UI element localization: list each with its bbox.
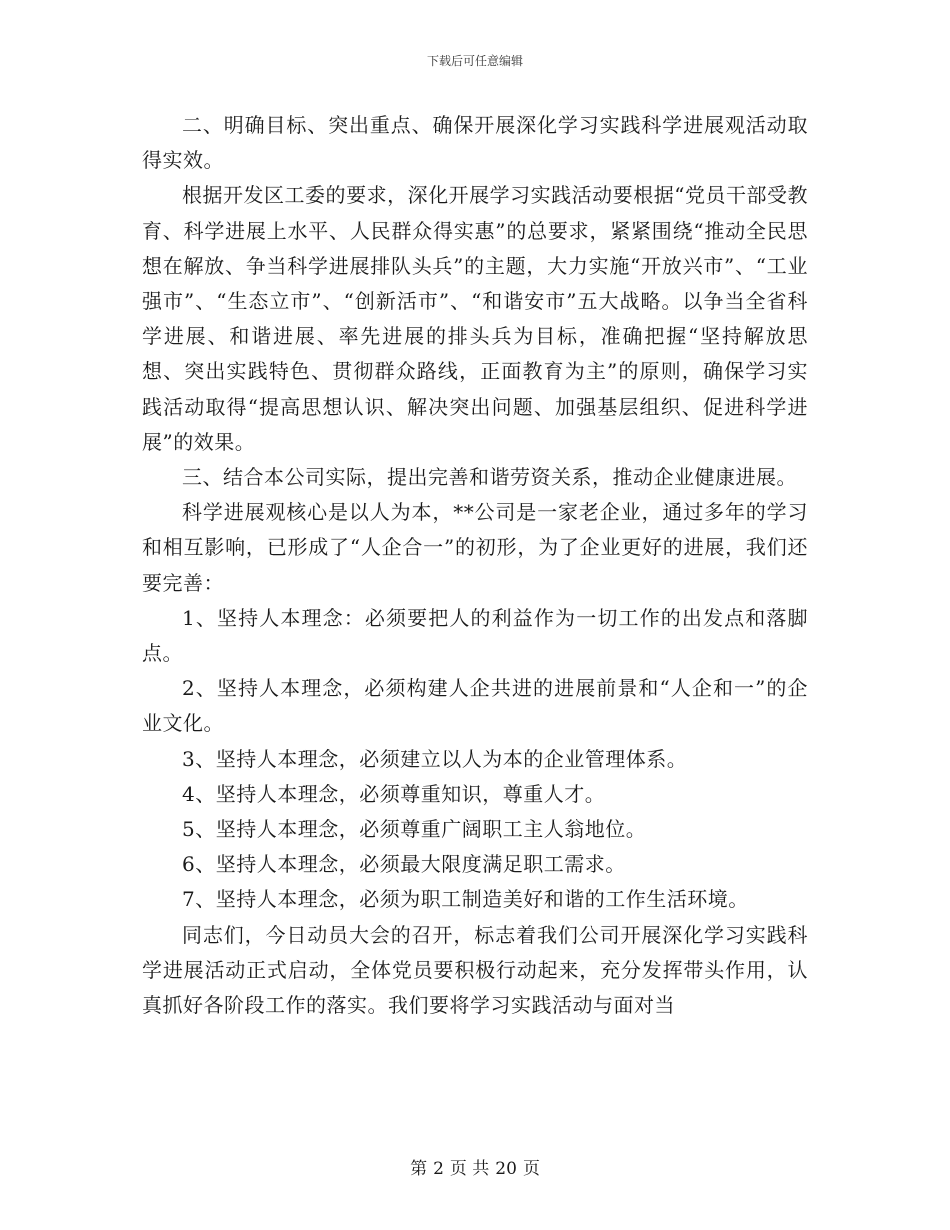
paragraph-section-2-heading: 二、明确目标、突出重点、确保开展深化学习实践科学进展观活动取得实效。 (142, 113, 808, 173)
list-item-1: 1、坚持人本理念：必须要把人的利益作为一切工作的出发点和落脚点。 (142, 605, 808, 666)
footer-page-number: 2 (433, 1159, 444, 1179)
page-header-note: 下载后可任意编辑 (426, 54, 523, 68)
page-footer (0, 1154, 950, 1179)
footer-total-pages: 20 (495, 1159, 517, 1179)
footer-suffix: 页 (522, 1159, 540, 1179)
paragraph-closing: 同志们，今日动员大会的召开，标志着我们公司开展深化学习实践科学进展活动正式启动，全体党员要积极行动起来，充分发挥带头作用，认真抓好各阶段工作的落实。我们要将学习实践活动与面对当 (142, 922, 808, 1018)
list-item-4: 4、坚持人本理念，必须尊重知识，尊重人才。 (182, 781, 606, 806)
list-item-3: 3、坚持人本理念，必须建立以人为本的企业管理体系。 (182, 746, 688, 771)
paragraph-requirements: 根据开发区工委的要求，深化开展学习实践活动要根据“党员干部受教育、科学进展上水平、人民群众得实惠”的总要求，紧紧围绕“推动全民思想在解放、争当科学进展排队头兵”的主题，大力实施“开放兴市”、“工业强市”、“生态立市”、“创新活市”、“和谐安市”五大战略。以争当全省科学进展、和谐进展、率先进展的排头兵为目标，准确把握“坚持解放思想、突出实践特色、贯彻群众路线，正面教育为主”的原则，确保学习实践活动取得“提高思想认识、解决突出问题、加强基层组织、促进科学进展”的效果。 (142, 183, 808, 454)
paragraph-section-3-heading: 三、结合本公司实际，提出完善和谐劳资关系，推动企业健康进展。 (182, 465, 797, 490)
list-item-2: 2、坚持人本理念，必须构建人企共进的进展前景和“人企和一”的企业文化。 (142, 676, 808, 736)
paragraph-core-concept: 科学进展观核心是以人为本，**公司是一家老企业，通过多年的学习和相互影响，已形成了“人企合一”的初形，为了企业更好的进展，我们还要完善： (142, 500, 808, 595)
document-body (142, 108, 808, 1023)
list-item-7: 7、坚持人本理念，必须为职工制造美好和谐的工作生活环境。 (182, 887, 749, 912)
list-item-6: 6、坚持人本理念，必须最大限度满足职工需求。 (182, 852, 626, 877)
footer-prefix: 第 (410, 1159, 428, 1179)
list-item-5: 5、坚持人本理念，必须尊重广阔职工主人翁地位。 (182, 817, 647, 842)
footer-middle: 页 共 (449, 1159, 490, 1179)
